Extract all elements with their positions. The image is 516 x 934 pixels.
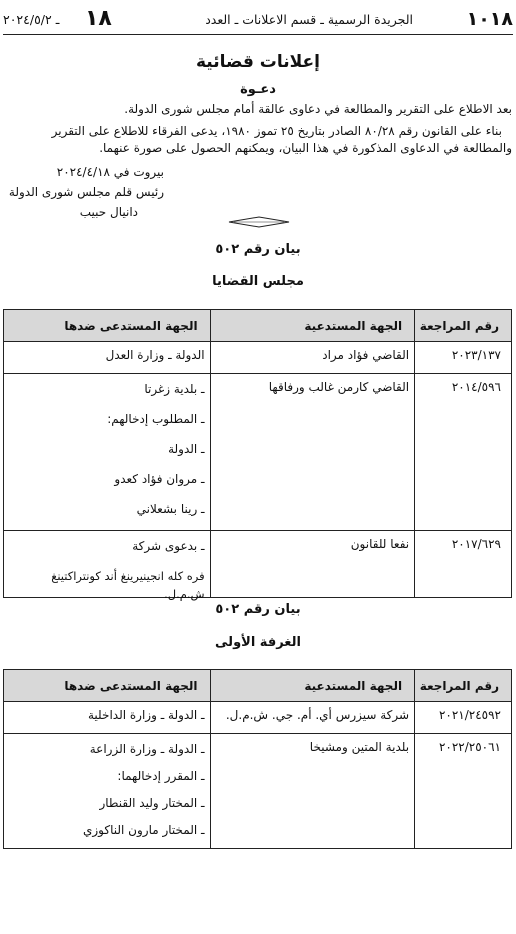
diamond-divider-icon: [228, 216, 290, 228]
case-plaintiff: شركة سيزرس أي. أم. جي. ش.م.ل.: [210, 702, 415, 734]
case-ref: ٢٠١٧/٦٢٩: [415, 531, 512, 598]
cases-table-1: [3, 309, 512, 601]
issue-date: ـ ٢٠٢٤/٥/٢: [3, 12, 60, 27]
page-number: ١٠١٨: [466, 8, 513, 30]
header-divider: [3, 34, 513, 35]
case-plaintiff: القاضي فؤاد مراد: [210, 342, 415, 374]
notice-line-2: بناء على القانون رقم ٨٠/٢٨ الصادر بتاريخ ٢٥ تموز ١٩٨٠، يدعى الفرقاء للاطلاع على التقرير والمطالعة في الدعاوى المذكورة في هذا البيان، ويمكنهم الحصول على صورة عنهما.: [51, 124, 512, 155]
cases-table-2: [3, 669, 512, 849]
page-title: إعلانات قضائية: [195, 52, 320, 72]
col-header-defendant: الجهة المستدعى ضدها: [4, 670, 211, 702]
case-defendant: ـ بدعوى شركة فره كله انجينيرينغ أند كونتراكتينغ ش.م.ل.: [4, 531, 211, 598]
statement-number-1: بيان رقم ٥٠٢: [215, 242, 301, 257]
col-header-ref: رقم المراجعة: [415, 310, 512, 342]
table-row: [4, 342, 512, 374]
case-ref: ٢٠١٤/٥٩٦: [415, 374, 512, 531]
statement-number-2: بيان رقم ٥٠٢: [215, 602, 301, 617]
col-header-plaintiff: الجهة المستدعية: [210, 670, 415, 702]
page-header: [3, 6, 513, 34]
signature-place-date: بيروت في ٢٠٢٤/٤/١٨: [56, 165, 164, 179]
case-ref: ٢٠٢١/٢٤٥٩٢: [415, 702, 512, 734]
signature-block: [4, 162, 164, 222]
case-ref: ٢٠٢٢/٢٥٠٦١: [415, 734, 512, 849]
table-row: [4, 531, 512, 598]
table-row: [4, 702, 512, 734]
signature-name: دانيال حبيب: [79, 205, 138, 219]
issue-number: ١٨: [85, 6, 112, 31]
case-plaintiff: القاضي كارمن غالب ورفاقها: [210, 374, 415, 531]
case-defendant: ـ الدولة ـ وزارة الداخلية: [4, 702, 211, 734]
table-row: [4, 374, 512, 531]
col-header-defendant: الجهة المستدعى ضدها: [4, 310, 211, 342]
gazette-title: الجريدة الرسمية ـ قسم الاعلانات ـ العدد: [205, 12, 413, 27]
table-row: [4, 734, 512, 849]
case-defendant: ـ بلدية زغرتا ـ المطلوب إدخالهم: ـ الدولة ـ مروان فؤاد كعدو ـ رينا بشعلاني: [4, 374, 211, 531]
case-ref: ٢٠٢٣/١٣٧: [415, 342, 512, 374]
notice-line-1: بعد الاطلاع على التقرير والمطالعة في دعاوى عالقة أمام مجلس شورى الدولة.: [124, 102, 512, 116]
notice-subtitle: دعـوة: [240, 82, 276, 97]
chamber-name-2: الغرفة الأولى: [215, 635, 301, 650]
col-header-plaintiff: الجهة المستدعية: [210, 310, 415, 342]
col-header-ref: رقم المراجعة: [415, 670, 512, 702]
signature-role: رئيس قلم مجلس شورى الدولة: [8, 185, 164, 199]
case-plaintiff: بلدية المتين ومشيخا: [210, 734, 415, 849]
case-defendant: ـ الدولة ـ وزارة الزراعة ـ المقرر إدخالهما: ـ المختار وليد القنطار ـ المختار مارون الناكوزي: [4, 734, 211, 849]
case-plaintiff: نفعا للقانون: [210, 531, 415, 598]
chamber-name-1: مجلس القضايا: [212, 274, 304, 289]
case-defendant: الدولة ـ وزارة العدل: [4, 342, 211, 374]
